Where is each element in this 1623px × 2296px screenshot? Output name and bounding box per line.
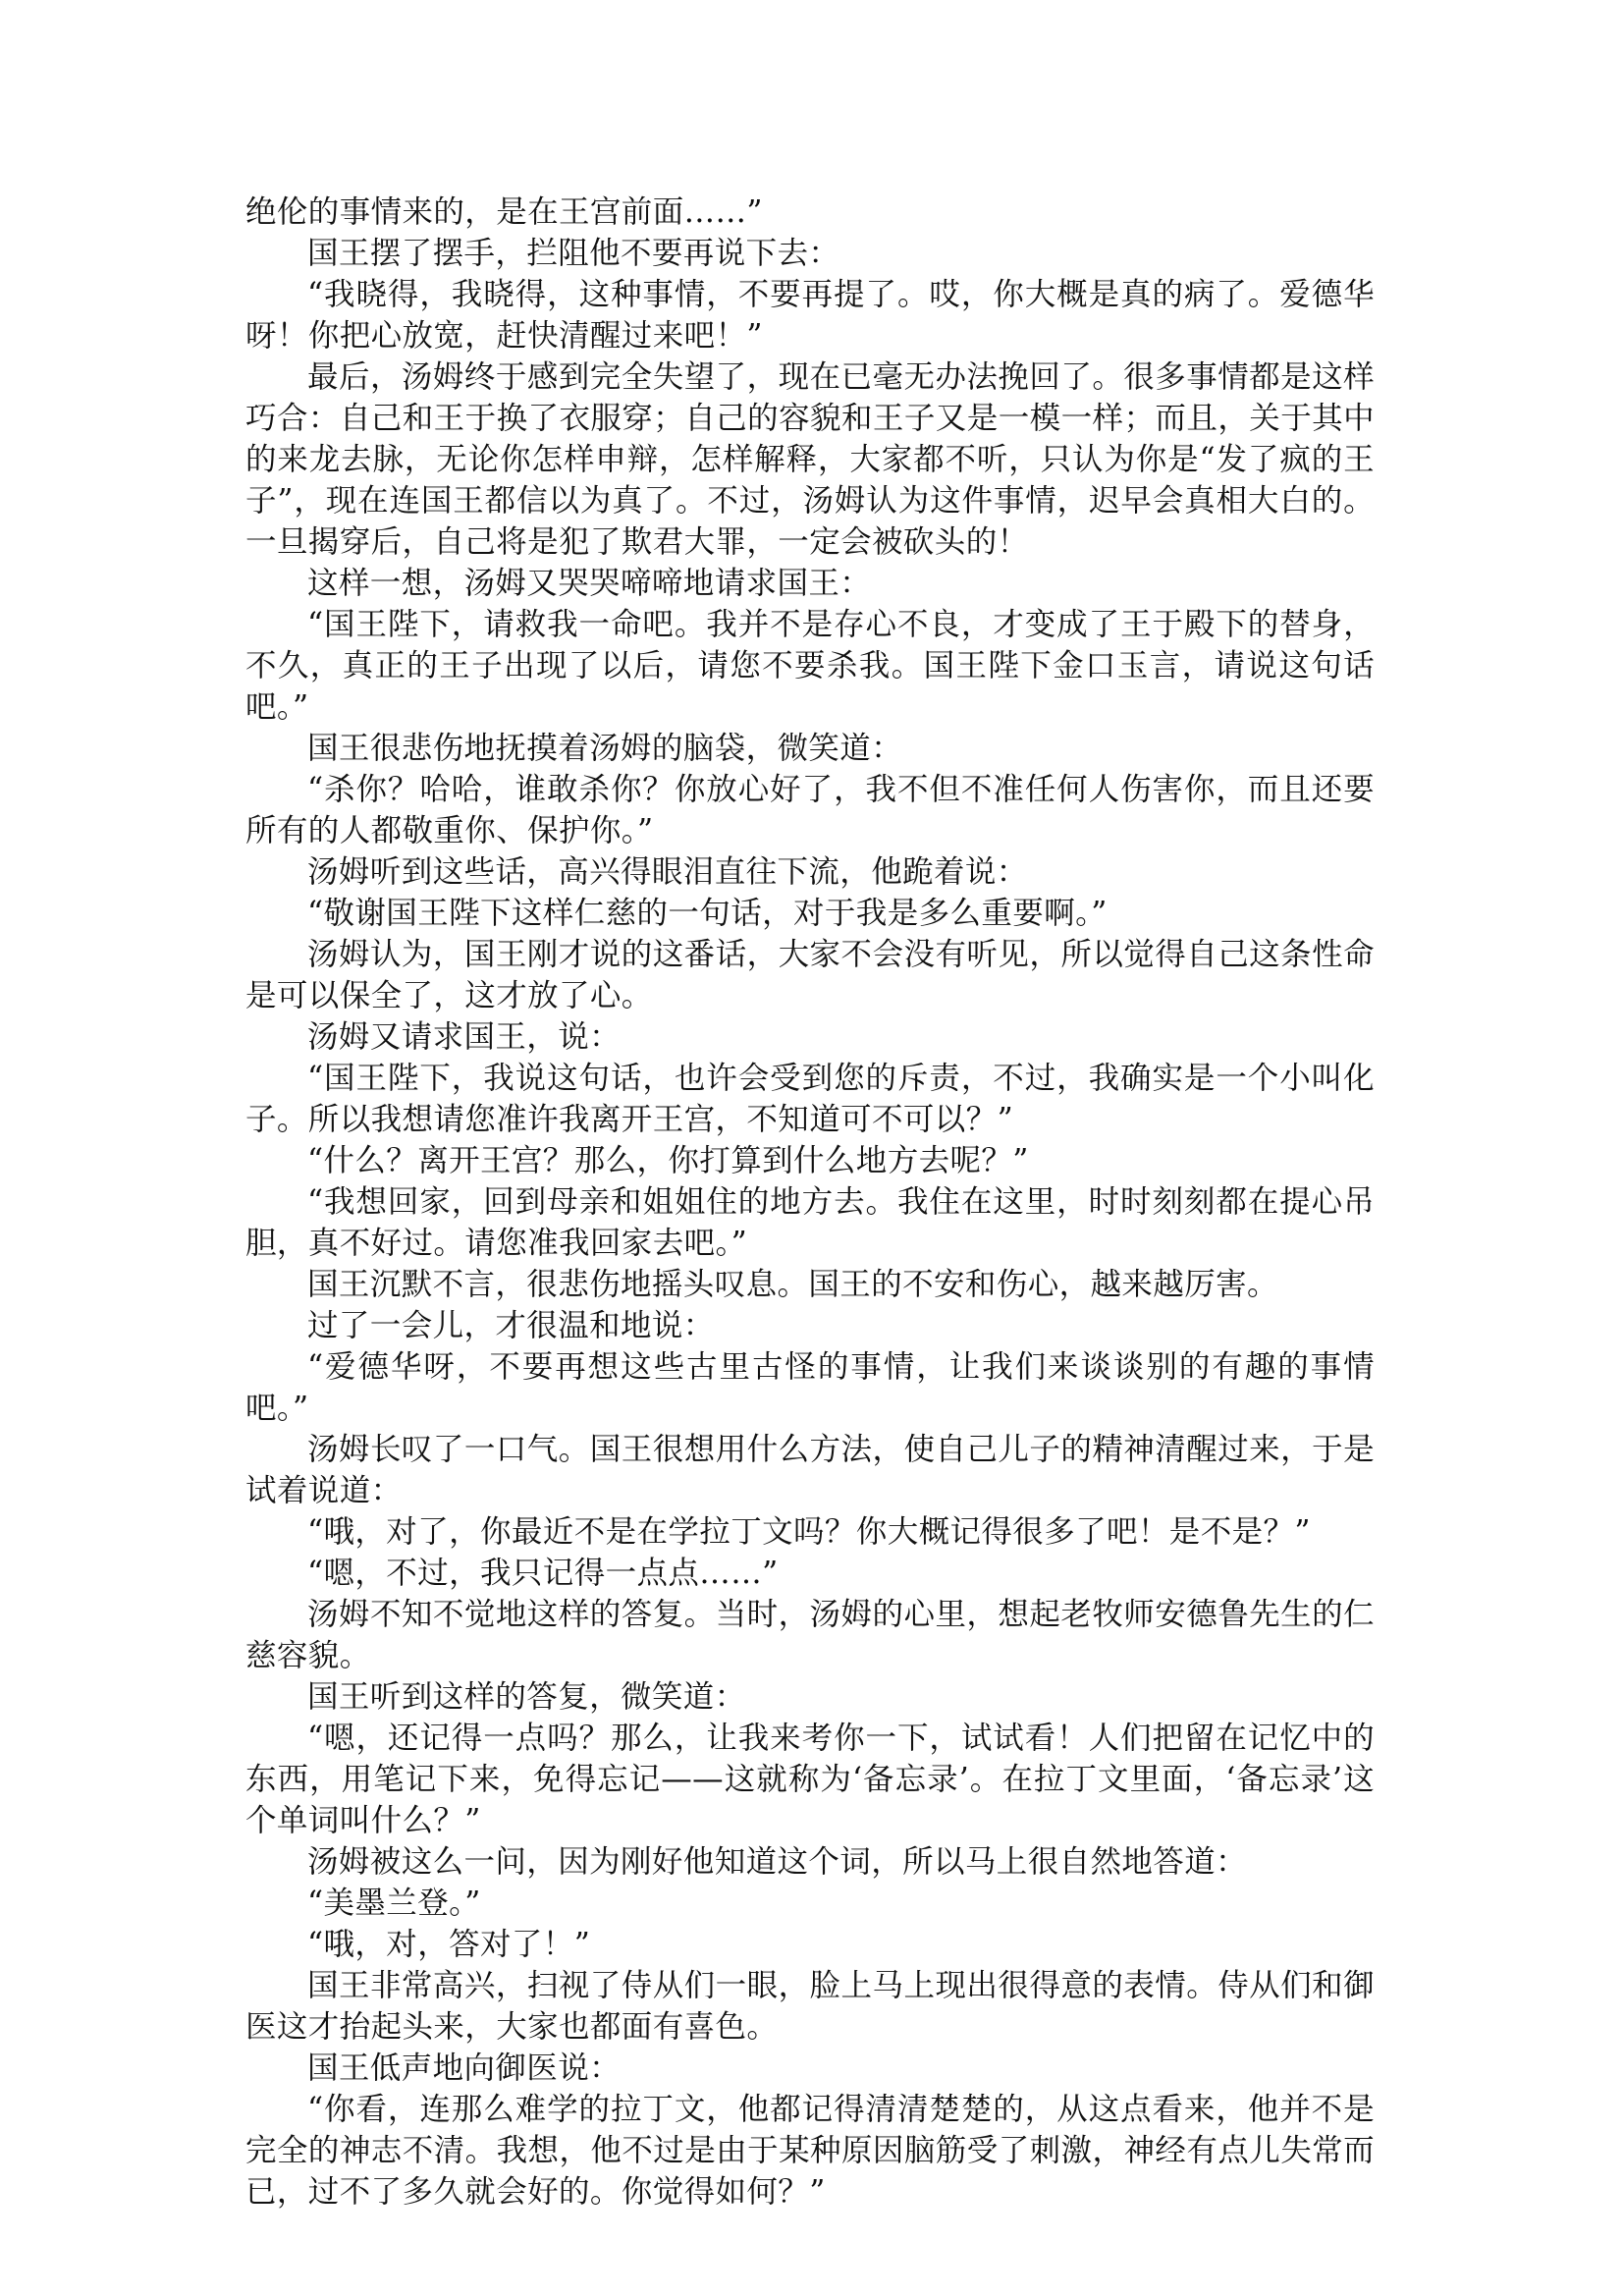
paragraph: 绝伦的事情来的，是在王宫前面……” bbox=[245, 194, 763, 230]
paragraph: 国王听到这样的答复，微笑道： bbox=[307, 1679, 746, 1715]
paragraph: “嗯，还记得一点吗？那么，让我来考你一下，试试看！人们把留在记忆中的东西，用笔记下来，免得忘记——这就称为‘备忘录’。在拉丁文里面，‘备忘录’这个单词叫什么？” bbox=[245, 1721, 1375, 1838]
paragraph: “国王陛下，请救我一命吧。我并不是存心不良，才变成了王于殿下的替身，不久，真正的王子出现了以后，请您不要杀我。国王陛下金口玉言，请说这句话吧。” bbox=[245, 607, 1375, 725]
paragraph: 汤姆又请求国王，说： bbox=[307, 1019, 622, 1055]
paragraph: 国王低声地向御医说： bbox=[307, 2050, 622, 2086]
paragraph: 国王摆了摆手，拦阻他不要再说下去： bbox=[307, 236, 840, 271]
paragraph: “哦，对，答对了！” bbox=[307, 1927, 591, 1962]
document-page bbox=[245, 191, 1375, 2213]
paragraph: “爱德华呀，不要再想这些古里古怪的事情，让我们来谈谈别的有趣的事情吧。” bbox=[245, 1349, 1375, 1426]
paragraph: 最后，汤姆终于感到完全失望了，现在已毫无办法挽回了。很多事情都是这样巧合：自己和王于换了衣服穿；自己的容貌和王子又是一模一样；而且，关于其中的来龙去脉，无论你怎样申辩，怎样解释，大家都不听，只认为你是“发了疯的王子”，现在连国王都信以为真了。不过，汤姆认为这件事情，迟早会真相大白的。一旦揭穿后，自己将是犯了欺君大罪，一定会被砍头的！ bbox=[245, 359, 1375, 560]
paragraph: “我晓得，我晓得，这种事情，不要再提了。哎，你大概是真的病了。爱德华呀！你把心放宽，赶快清醒过来吧！” bbox=[245, 277, 1375, 354]
paragraph: “嗯，不过，我只记得一点点……” bbox=[307, 1556, 779, 1591]
paragraph: 国王很悲伤地抚摸着汤姆的脑袋，微笑道： bbox=[307, 731, 903, 766]
paragraph: 国王沉默不言，很悲伤地摇头叹息。国王的不安和伤心，越来越厉害。 bbox=[307, 1267, 1278, 1302]
paragraph: “什么？离开王宫？那么，你打算到什么地方去呢？” bbox=[307, 1143, 1029, 1178]
paragraph: “哦，对了，你最近不是在学拉丁文吗？你大概记得很多了吧！是不是？” bbox=[307, 1514, 1311, 1550]
paragraph: 汤姆不知不觉地这样的答复。当时，汤姆的心里，想起老牧师安德鲁先生的仁慈容貌。 bbox=[245, 1597, 1375, 1673]
paragraph: “你看，连那么难学的拉丁文，他都记得清清楚楚的，从这点看来，他并不是完全的神志不清。我想，他不过是由于某种原因脑筋受了刺激，神经有点儿失常而已，过不了多久就会好的。你觉得如何？” bbox=[245, 2092, 1375, 2210]
paragraph: 过了一会儿，才很温和地说： bbox=[307, 1308, 715, 1343]
paragraph: “美墨兰登。” bbox=[307, 1886, 481, 1921]
paragraph: “杀你？哈哈，谁敢杀你？你放心好了，我不但不准任何人伤害你，而且还要所有的人都敬重你、保护你。” bbox=[245, 772, 1375, 848]
paragraph: 国王非常高兴，扫视了侍从们一眼，脸上马上现出很得意的表情。侍从们和御医这才抬起头来，大家也都面有喜色。 bbox=[245, 1968, 1375, 2045]
paragraph: 汤姆长叹了一口气。国王很想用什么方法，使自己儿子的精神清醒过来，于是试着说道： bbox=[245, 1432, 1375, 1508]
paragraph: “敬谢国王陛下这样仁慈的一句话，对于我是多么重要啊。” bbox=[307, 896, 1108, 931]
paragraph: 汤姆被这么一问，因为刚好他知道这个词，所以马上很自然地答道： bbox=[307, 1844, 1248, 1880]
paragraph: 汤姆认为，国王刚才说的这番话，大家不会没有听见，所以觉得自己这条性命是可以保全了，这才放了心。 bbox=[245, 937, 1375, 1013]
paragraph: 汤姆听到这些话，高兴得眼泪直往下流，他跪着说： bbox=[307, 854, 1028, 890]
paragraph: 这样一想，汤姆又哭哭啼啼地请求国王： bbox=[307, 566, 872, 601]
paragraph: “我想回家，回到母亲和姐姐住的地方去。我住在这里，时时刻刻都在提心吊胆，真不好过。请您准我回家去吧。” bbox=[245, 1184, 1375, 1261]
paragraph: “国王陛下，我说这句话，也许会受到您的斥责，不过，我确实是一个小叫化子。所以我想请您准许我离开王宫，不知道可不可以？” bbox=[245, 1061, 1375, 1137]
